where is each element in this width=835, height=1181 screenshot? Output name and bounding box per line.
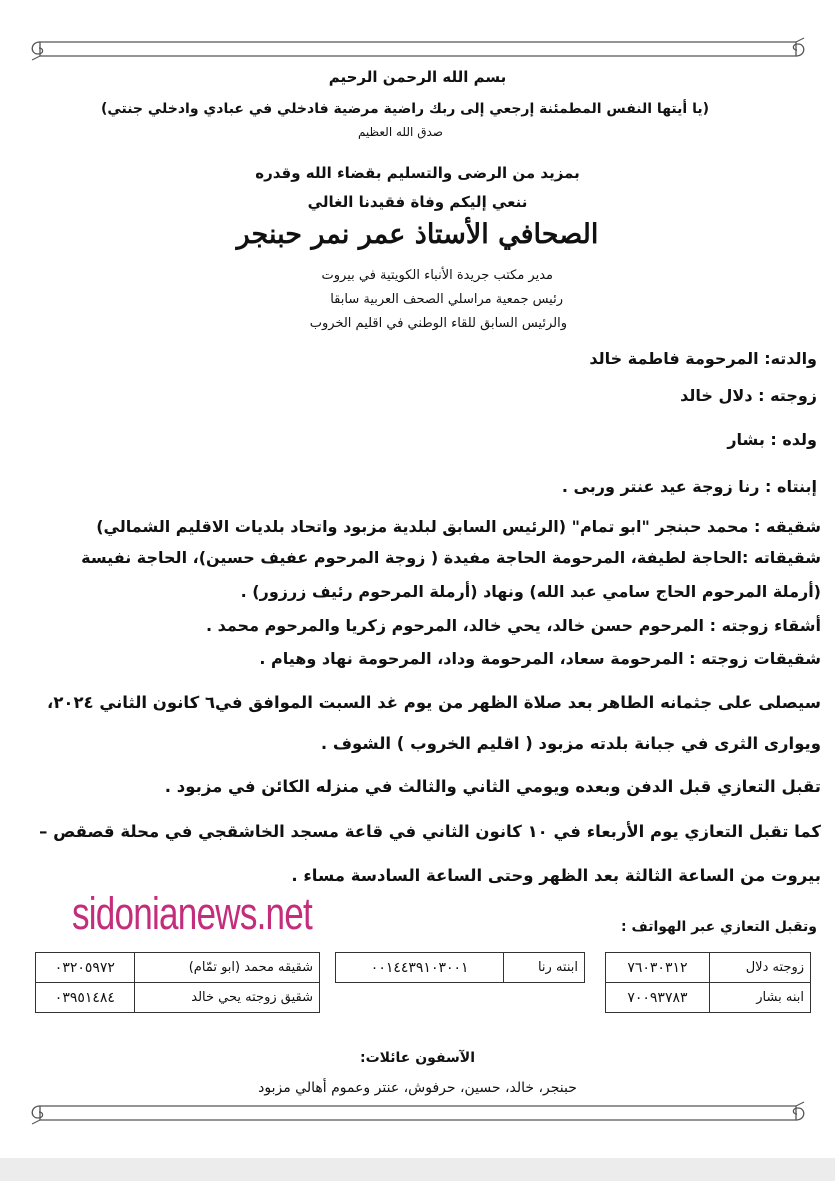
- brother-line: شقيقه : محمد حبنجر "ابو تمام" (الرئيس السابق لبلدية مزبود واتحاد بلديات الاقليم الشمالي): [96, 517, 821, 536]
- condolences-line-1: تقبل التعازي قبل الدفن وبعده ويومي الثاني والثالث في منزله الكائن في مزبود .: [164, 777, 821, 796]
- contact-number: ٧٦٠٣٠٣١٢: [606, 953, 710, 983]
- daughters-line: إبنتاه : رنا زوجة عيد عنتر وربى .: [561, 477, 817, 496]
- contact-name: شقيقه محمد (ابو تمّام): [134, 953, 319, 983]
- bottom-strip: [0, 1158, 835, 1181]
- contact-number: ٠٠١٤٤٣٩١٠٣٠٠١: [336, 953, 504, 983]
- site-watermark: sidonianews.net: [72, 888, 313, 939]
- top-scroll-ornament: [28, 36, 808, 62]
- families-heading: الآسفون عائلات:: [359, 1050, 476, 1066]
- son-line: ولده : بشار: [727, 430, 817, 449]
- role-line: رئيس جمعية مراسلي الصحف العربية سابقا: [330, 292, 563, 307]
- quran-verse: (يا أيتها النفس المطمئنة إرجعي إلى ربك راضية مرضية فادخلي في عبادي وادخلي جنتي): [100, 101, 709, 117]
- table-row: [36, 953, 320, 983]
- intro-line-1: بمزيد من الرضى والتسليم بقضاء الله وقدره: [255, 164, 580, 182]
- mother-line: والدته: المرحومة فاطمة خالد: [589, 349, 817, 368]
- phones-table-left: [35, 952, 320, 1013]
- phones-table-right: [605, 952, 811, 1013]
- funeral-prayer-line: سيصلى على جثمانه الطاهر بعد صلاة الظهر من يوم غد السبت الموافق في٦ كانون الثاني ٢٠٢٤،: [47, 693, 821, 712]
- contact-number: ٧٠٠٩٣٧٨٣: [606, 983, 710, 1013]
- contact-name: زوجته دلال: [709, 953, 810, 983]
- basmala: بسم الله الرحمن الرحيم: [328, 68, 507, 86]
- condolences-line-2a: كما تقبل التعازي يوم الأربعاء في ١٠ كانون الثاني في قاعة مسجد الخاشقجي في محلة قصقص –: [39, 822, 821, 841]
- role-line: مدير مكتب جريدة الأنباء الكويتية في بيروت: [321, 268, 553, 283]
- phones-table-middle: [335, 952, 585, 983]
- intro-line-2: ننعي إليكم وفاة فقيدنا الغالي: [307, 193, 528, 211]
- table-row: [606, 953, 811, 983]
- contact-number: ٠٣٢٠٥٩٧٢: [36, 953, 135, 983]
- burial-line: ويوارى الثرى في جبانة بلدته مزبود ( اقليم الخروب ) الشوف .: [320, 734, 821, 753]
- contact-name: شقيق زوجته يحي خالد: [134, 983, 319, 1013]
- table-row: [336, 953, 585, 983]
- deceased-name: الصحافي الأستاذ عمر نمر حبنجر: [236, 219, 599, 250]
- table-row: [36, 983, 320, 1013]
- families-list: حبنجر، خالد، حسين، حرفوش، عنتر وعموم أهالي مزبود: [258, 1080, 577, 1096]
- wife-brothers-line: أشقاء زوجته : المرحوم حسن خالد، يحي خالد، المرحوم زكريا والمرحوم محمد .: [205, 616, 821, 635]
- contact-number: ٠٣٩٥١٤٨٤: [36, 983, 135, 1013]
- bottom-scroll-ornament: [28, 1100, 808, 1126]
- contact-name: ابنته رنا: [504, 953, 585, 983]
- table-row: [606, 983, 811, 1013]
- sisters-line-2: (أرملة المرحوم الحاج سامي عبد الله) ونهاد (أرملة المرحوم رئيف زرزور) .: [240, 582, 821, 601]
- sisters-line-1: شقيقاته :الحاجة لطيفة، المرحومة الحاجة مفيدة ( زوجة المرحوم عفيف حسين)، الحاجة نفيسة: [81, 548, 821, 567]
- contact-name: ابنه بشار: [709, 983, 810, 1013]
- verse-ending: صدق الله العظيم: [357, 125, 443, 139]
- wife-line: زوجته : دلال خالد: [680, 386, 817, 405]
- wife-sisters-line: شقيقات زوجته : المرحومة سعاد، المرحومة وداد، المرحومة نهاد وهيام .: [259, 649, 821, 668]
- condolences-line-2b: بيروت من الساعة الثالثة بعد الظهر وحتى الساعة السادسة مساء .: [291, 866, 821, 885]
- phones-label: وتقبل التعازي عبر الهواتف :: [621, 919, 817, 935]
- role-line: والرئيس السابق للقاء الوطني في اقليم الخروب: [309, 316, 567, 331]
